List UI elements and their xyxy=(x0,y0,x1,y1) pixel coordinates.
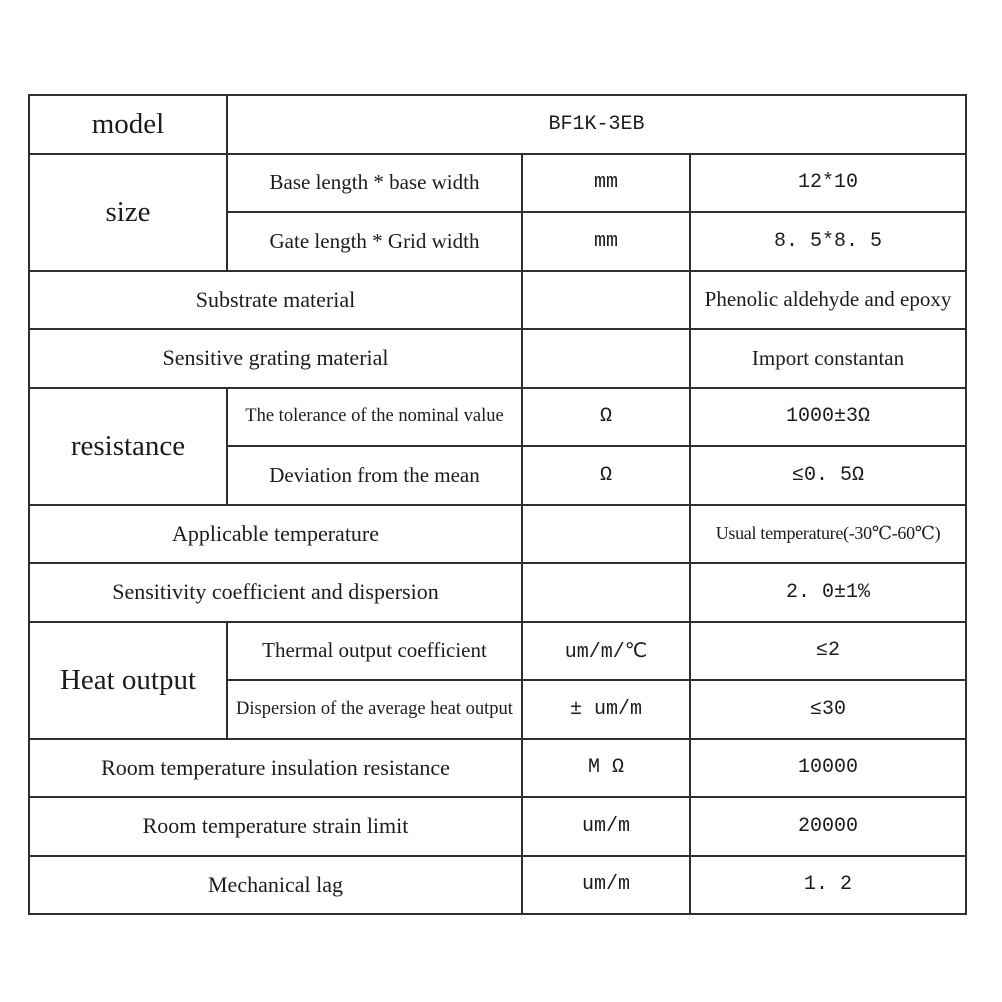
substrate-material-value: Phenolic aldehyde and epoxy xyxy=(690,271,966,330)
mechanical-lag-unit: um/m xyxy=(522,856,690,915)
deviation-name: Deviation from the mean xyxy=(227,446,522,505)
thermal-coefficient-unit: um/m/℃ xyxy=(522,622,690,681)
base-dimensions-value: 12*10 xyxy=(690,154,966,213)
insulation-resistance-unit: M Ω xyxy=(522,739,690,798)
tolerance-name: The tolerance of the nominal value xyxy=(227,388,522,447)
grating-material-value: Import constantan xyxy=(690,329,966,388)
heat-dispersion-value: ≤30 xyxy=(690,680,966,739)
substrate-material-label: Substrate material xyxy=(29,271,522,330)
insulation-resistance-value: 10000 xyxy=(690,739,966,798)
row-grating xyxy=(29,329,966,388)
row-resistance-tolerance xyxy=(29,388,966,447)
tolerance-unit: Ω xyxy=(522,388,690,447)
insulation-resistance-label: Room temperature insulation resistance xyxy=(29,739,522,798)
grating-material-label: Sensitive grating material xyxy=(29,329,522,388)
heat-output-label: Heat output xyxy=(29,622,227,739)
applicable-temperature-label: Applicable temperature xyxy=(29,505,522,564)
model-value: BF1K-3EB xyxy=(227,95,966,154)
applicable-temperature-value: Usual temperature(-30℃-60℃) xyxy=(690,505,966,564)
spec-table xyxy=(28,94,967,915)
row-heat-thermal xyxy=(29,622,966,681)
deviation-value: ≤0. 5Ω xyxy=(690,446,966,505)
mechanical-lag-value: 1. 2 xyxy=(690,856,966,915)
size-label: size xyxy=(29,154,227,271)
gate-dimensions-unit: mm xyxy=(522,212,690,271)
base-dimensions-name: Base length * base width xyxy=(227,154,522,213)
applicable-temperature-unit xyxy=(522,505,690,564)
strain-limit-label: Room temperature strain limit xyxy=(29,797,522,856)
row-size-base xyxy=(29,154,966,213)
row-insulation xyxy=(29,739,966,798)
tolerance-value: 1000±3Ω xyxy=(690,388,966,447)
strain-limit-value: 20000 xyxy=(690,797,966,856)
heat-dispersion-name: Dispersion of the average heat output xyxy=(227,680,522,739)
substrate-material-unit xyxy=(522,271,690,330)
thermal-coefficient-name: Thermal output coefficient xyxy=(227,622,522,681)
model-label: model xyxy=(29,95,227,154)
heat-dispersion-unit: ± um/m xyxy=(522,680,690,739)
row-temperature xyxy=(29,505,966,564)
sensitivity-unit xyxy=(522,563,690,622)
mechanical-lag-label: Mechanical lag xyxy=(29,856,522,915)
row-model xyxy=(29,95,966,154)
strain-limit-unit: um/m xyxy=(522,797,690,856)
gate-dimensions-name: Gate length * Grid width xyxy=(227,212,522,271)
gate-dimensions-value: 8. 5*8. 5 xyxy=(690,212,966,271)
row-substrate xyxy=(29,271,966,330)
thermal-coefficient-value: ≤2 xyxy=(690,622,966,681)
row-mechanical-lag xyxy=(29,856,966,915)
sensitivity-value: 2. 0±1% xyxy=(690,563,966,622)
sensitivity-label: Sensitivity coefficient and dispersion xyxy=(29,563,522,622)
row-sensitivity xyxy=(29,563,966,622)
grating-material-unit xyxy=(522,329,690,388)
base-dimensions-unit: mm xyxy=(522,154,690,213)
row-strain-limit xyxy=(29,797,966,856)
deviation-unit: Ω xyxy=(522,446,690,505)
resistance-label: resistance xyxy=(29,388,227,505)
